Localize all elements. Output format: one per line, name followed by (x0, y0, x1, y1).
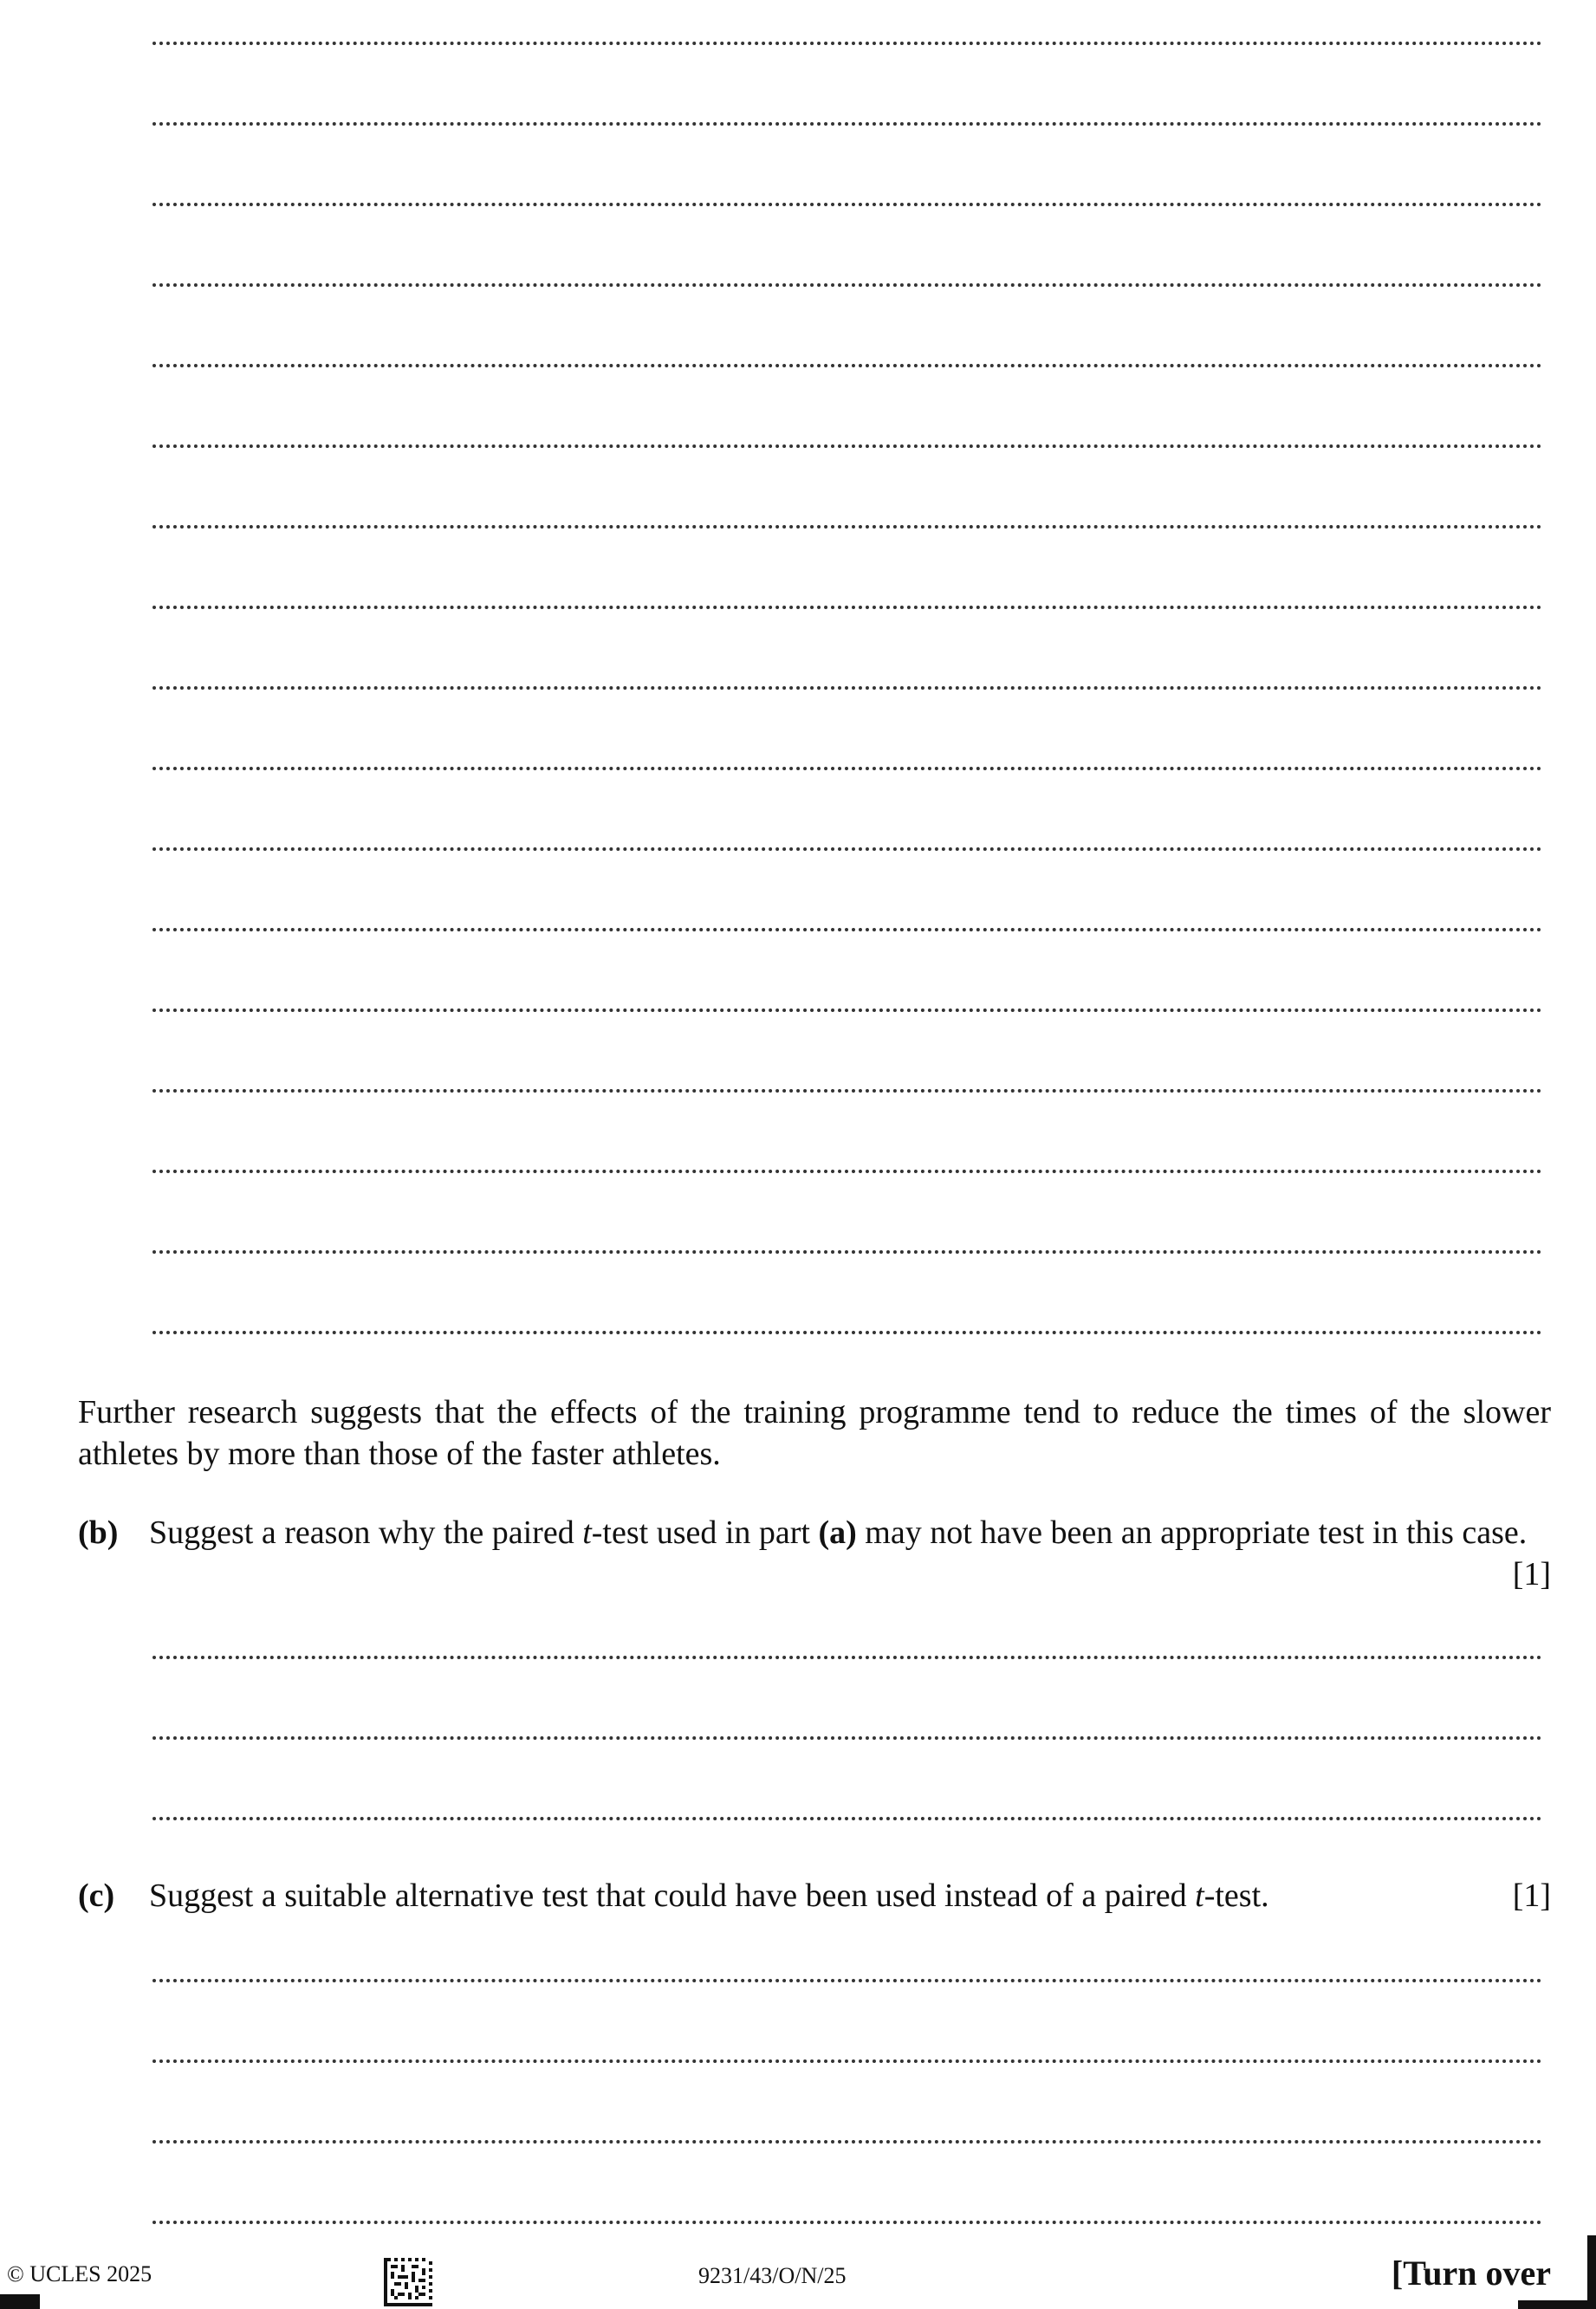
answer-line[interactable] (152, 2140, 1542, 2144)
answer-line[interactable] (152, 1250, 1542, 1254)
corner-mark-left (0, 2294, 40, 2309)
answer-line[interactable] (152, 928, 1542, 931)
answer-line[interactable] (152, 364, 1542, 367)
question-b-marks: [1] (1512, 1556, 1551, 1592)
answer-line[interactable] (152, 1656, 1542, 1659)
answer-line[interactable] (152, 42, 1542, 45)
question-c-label: (c) (78, 1878, 115, 1914)
question-b-label: (b) (78, 1514, 119, 1551)
answer-line[interactable] (152, 1170, 1542, 1173)
answer-line[interactable] (152, 1817, 1542, 1820)
answer-line[interactable] (152, 1736, 1542, 1740)
answer-line[interactable] (152, 1089, 1542, 1093)
answer-line[interactable] (152, 847, 1542, 851)
paper-code: 9231/43/O/N/25 (698, 2263, 847, 2288)
answer-line[interactable] (152, 767, 1542, 770)
answer-line[interactable] (152, 2221, 1542, 2224)
answer-line[interactable] (152, 686, 1542, 690)
turn-over: [Turn over (1391, 2254, 1551, 2293)
answer-line[interactable] (152, 1331, 1542, 1334)
datamatrix-code-icon (384, 2258, 432, 2306)
answer-line[interactable] (152, 122, 1542, 126)
answer-line[interactable] (152, 283, 1542, 287)
question-c-marks: [1] (1512, 1878, 1551, 1914)
copyright: © UCLES 2025 (7, 2261, 152, 2286)
question-c-text: Suggest a suitable alternative test that could have been used instead of a paired t-test. (149, 1878, 1269, 1914)
answer-line[interactable] (152, 203, 1542, 206)
answer-line[interactable] (152, 525, 1542, 529)
context-paragraph: Further research suggests that the effects of the training programme tend to reduce the times of the slower athletes by more than those of the faster athletes. (78, 1394, 1551, 1472)
answer-line[interactable] (152, 1009, 1542, 1012)
question-b-text: Suggest a reason why the paired t-test used in part (a) may not have been an appropriate test in this case. (149, 1514, 1528, 1551)
answer-line[interactable] (152, 606, 1542, 609)
answer-line[interactable] (152, 2059, 1542, 2063)
answer-line[interactable] (152, 1979, 1542, 1982)
corner-mark-right (1518, 2235, 1596, 2309)
answer-line[interactable] (152, 444, 1542, 448)
